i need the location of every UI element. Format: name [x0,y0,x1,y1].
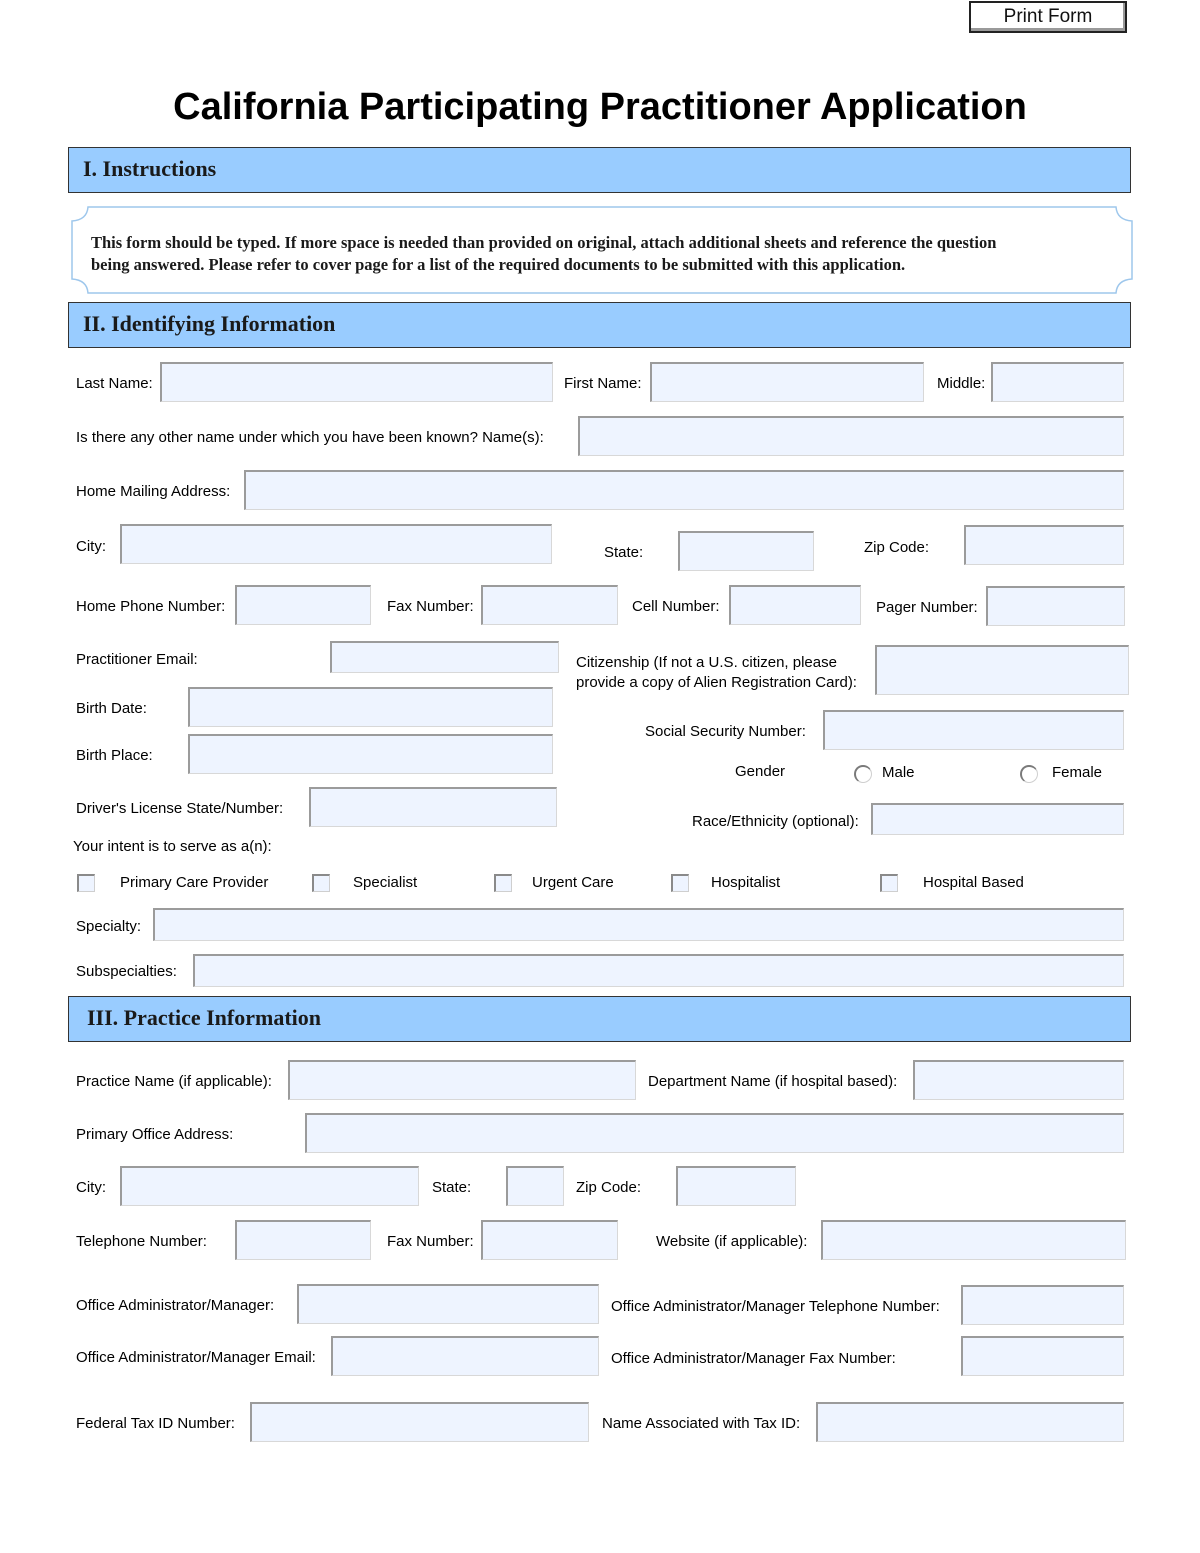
website-field[interactable] [821,1220,1126,1260]
first-name-label: First Name: [564,375,642,392]
birth-place-field[interactable] [188,734,553,774]
section-header-practice [68,996,1131,1042]
office-admin-field[interactable] [297,1284,599,1324]
hospitalist-checkbox[interactable] [671,874,689,892]
department-name-label: Department Name (if hospital based): [648,1073,898,1090]
home-address-label: Home Mailing Address: [76,483,231,500]
home-address-field[interactable] [244,470,1124,510]
citizenship-field[interactable] [875,645,1129,695]
state-label: State: [604,544,644,561]
print-form-button[interactable]: Print Form [969,1,1127,33]
hospital-based-checkbox[interactable] [880,874,898,892]
urgent-care-label: Urgent Care [532,874,614,891]
birth-place-label: Birth Place: [76,747,153,764]
section-header-instructions [68,147,1131,193]
section-title: I. Instructions [83,156,217,181]
ssn-label: Social Security Number: [645,723,806,740]
practice-zip-label: Zip Code: [576,1179,642,1196]
specialist-label: Specialist [353,874,418,891]
drivers-license-label: Driver's License State/Number: [76,800,284,817]
tax-id-name-field[interactable] [816,1402,1124,1442]
instructions-text [91,232,1126,276]
practice-telephone-label: Telephone Number: [76,1233,207,1250]
office-admin-email-field[interactable] [331,1336,599,1376]
office-address-field[interactable] [305,1113,1124,1153]
practice-telephone-field[interactable] [235,1220,371,1260]
cell-field[interactable] [729,585,861,625]
drivers-license-field[interactable] [309,787,557,827]
last-name-label: Last Name: [76,375,153,392]
practice-name-field[interactable] [288,1060,636,1100]
tax-id-name-label: Name Associated with Tax ID: [602,1415,801,1432]
office-address-label: Primary Office Address: [76,1126,234,1143]
pager-field[interactable] [986,586,1125,626]
hospitalist-label: Hospitalist [711,874,781,891]
practice-city-field[interactable] [120,1166,419,1206]
pager-label: Pager Number: [876,599,978,616]
primary-care-label: Primary Care Provider [120,874,269,891]
office-admin-label: Office Administrator/Manager: [76,1297,275,1314]
other-name-field[interactable] [578,416,1124,456]
urgent-care-checkbox[interactable] [494,874,512,892]
subspecialties-field[interactable] [193,954,1124,987]
office-admin-phone-label: Office Administrator/Manager Telephone Number: [611,1298,940,1315]
specialty-label: Specialty: [76,918,142,935]
gender-male-radio[interactable] [854,765,872,783]
website-label: Website (if applicable): [656,1233,808,1250]
city-field[interactable] [120,524,552,564]
tax-id-field[interactable] [250,1402,589,1442]
race-field[interactable] [871,803,1124,835]
cell-label: Cell Number: [632,598,720,615]
practice-fax-field[interactable] [481,1220,618,1260]
fax-field[interactable] [481,585,618,625]
practice-fax-label: Fax Number: [387,1233,474,1250]
subspecialties-label: Subspecialties: [76,963,177,980]
other-name-label: Is there any other name under which you have been known? Name(s): [76,429,544,446]
section-header-identifying [68,302,1131,348]
race-label: Race/Ethnicity (optional): [692,813,859,830]
practice-state-label: State: [432,1179,472,1196]
middle-name-field[interactable] [991,362,1124,402]
department-name-field[interactable] [913,1060,1124,1100]
specialist-checkbox[interactable] [312,874,330,892]
office-admin-phone-field[interactable] [961,1285,1124,1325]
page-title: California Participating Practitioner Application [173,86,1027,128]
email-label: Practitioner Email: [76,651,198,668]
citizenship-label-line-2: provide a copy of Alien Registration Card): [576,674,857,691]
specialty-field[interactable] [153,908,1124,941]
office-admin-email-label: Office Administrator/Manager Email: [76,1349,316,1366]
first-name-field[interactable] [650,362,924,402]
section-title: III. Practice Information [87,1005,322,1030]
practice-name-label: Practice Name (if applicable): [76,1073,272,1090]
ssn-field[interactable] [823,710,1124,750]
practice-city-label: City: [76,1179,106,1196]
practice-state-field[interactable] [506,1166,564,1206]
middle-name-label: Middle: [937,375,986,392]
last-name-field[interactable] [160,362,553,402]
city-label: City: [76,538,106,555]
citizenship-label-line-1: Citizenship (If not a U.S. citizen, please [576,654,837,671]
instructions-line-2: being answered. Please refer to cover page for a list of the required documents to be submitted with this application. [91,255,906,274]
tax-id-label: Federal Tax ID Number: [76,1415,235,1432]
hospital-based-label: Hospital Based [923,874,1024,891]
practice-zip-field[interactable] [676,1166,796,1206]
zip-field[interactable] [964,525,1124,565]
gender-male-label: Male [882,764,915,781]
email-field[interactable] [330,641,559,673]
home-phone-label: Home Phone Number: [76,598,226,615]
birth-date-field[interactable] [188,687,553,727]
zip-label: Zip Code: [864,539,930,556]
home-phone-field[interactable] [235,585,371,625]
gender-female-radio[interactable] [1020,765,1038,783]
primary-care-checkbox[interactable] [77,874,95,892]
fax-label: Fax Number: [387,598,474,615]
instructions-line-1: This form should be typed. If more space is needed than provided on original, attach additional sheets and reference the question [91,233,997,252]
gender-female-label: Female [1052,764,1103,781]
gender-label: Gender [735,763,786,780]
state-field[interactable] [678,531,814,571]
office-admin-fax-field[interactable] [961,1336,1124,1376]
intent-label: Your intent is to serve as a(n): [73,838,272,855]
section-title: II. Identifying Information [83,311,336,336]
office-admin-fax-label: Office Administrator/Manager Fax Number: [611,1350,896,1367]
birth-date-label: Birth Date: [76,700,147,717]
